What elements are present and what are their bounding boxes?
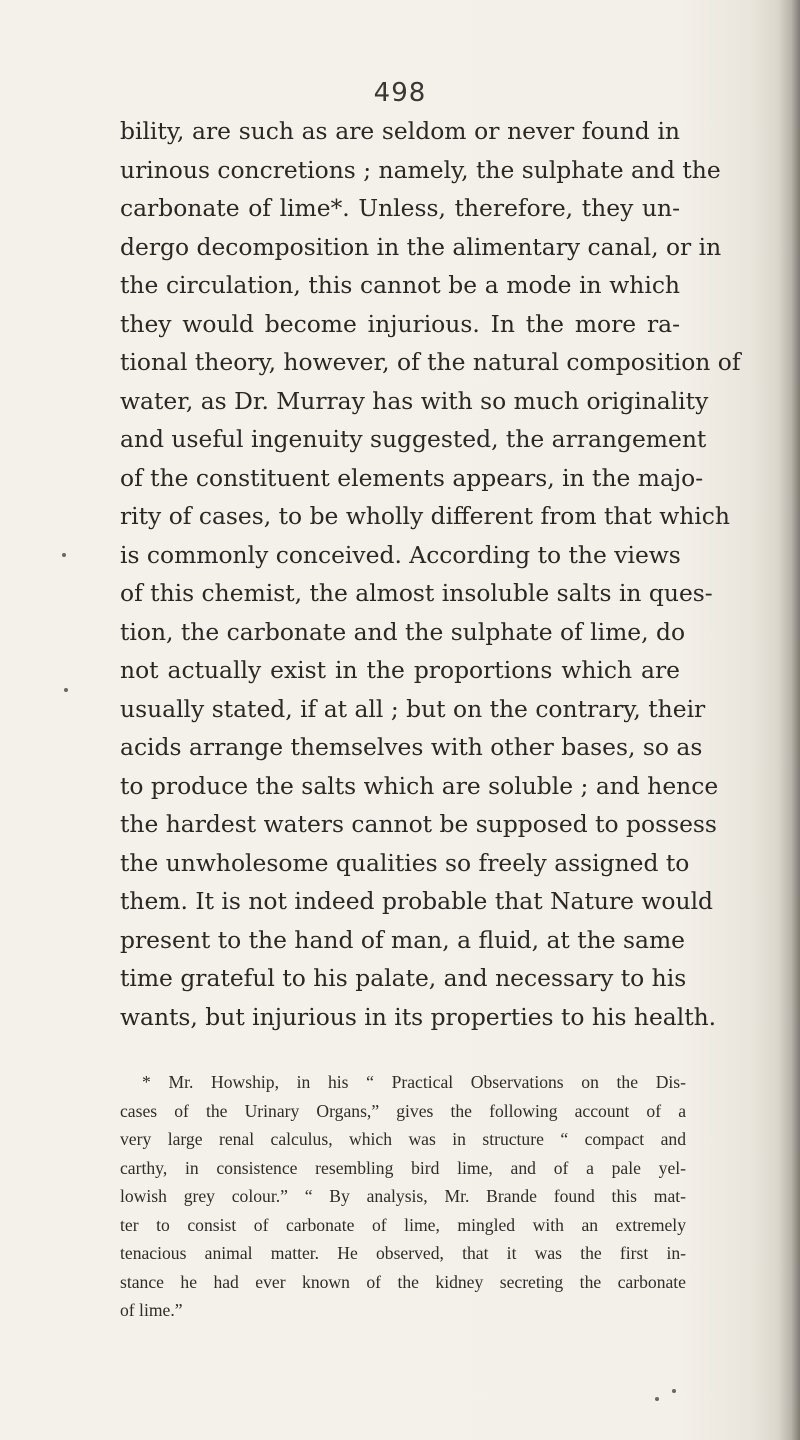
body-text (120, 112, 741, 1036)
page-edge-shadow (778, 0, 800, 1440)
body-line: carbonate of lime*. Unless, therefore, they un- (120, 194, 680, 222)
footnote-line: cases of the Urinary Organs,” gives the following account of a (120, 1100, 686, 1121)
body-line: bility, are such as are seldom or never found in (120, 117, 680, 145)
speck (655, 1397, 659, 1401)
footnote-line: lowish grey colour.” “ By analysis, Mr. Brande found this mat- (120, 1186, 686, 1206)
body-line: not actually exist in the proportions which are (120, 656, 680, 684)
body-line: to produce the salts which are soluble ; and hence (120, 771, 719, 800)
body-line: the unwholesome qualities so freely assigned to (120, 848, 690, 877)
body-line: of the constituent elements appears, in the majo- (120, 463, 704, 492)
body-line: dergo decomposition in the alimentary canal, or in (120, 232, 722, 261)
footnote-line: stance he had ever known of the kidney secreting the carbonate (120, 1271, 686, 1292)
body-line: and useful ingenuity suggested, the arrangement (120, 425, 707, 453)
footnote-line: carthy, in consistence resembling bird lime, and of a pale yel- (120, 1157, 686, 1178)
body-line: acids arrange themselves with other bases, so as (120, 733, 703, 761)
speck (62, 553, 66, 557)
footnote-line: ter to consist of carbonate of lime, mingled with an extremely (120, 1214, 686, 1235)
footnote-line: of lime.” (120, 1300, 183, 1320)
body-line: of this chemist, the almost insoluble salts in ques- (120, 579, 713, 607)
body-line: them. It is not indeed probable that Nature would (120, 887, 714, 915)
body-line: water, as Dr. Murray has with so much originality (120, 386, 709, 415)
body-line: time grateful to his palate, and necessary to his (120, 964, 687, 992)
body-line: they would become injurious. In the more ra- (120, 309, 680, 338)
footnote (120, 1068, 686, 1325)
body-line: the hardest waters cannot be supposed to possess (120, 810, 717, 838)
body-line: the circulation, this cannot be a mode in which (120, 271, 680, 299)
footnote-line: tenacious animal matter. He observed, that it was the first in- (120, 1243, 686, 1263)
page-number: 498 (373, 78, 427, 108)
body-line: urinous concretions ; namely, the sulphate and the (120, 155, 721, 184)
body-line: present to the hand of man, a fluid, at the same (120, 925, 685, 954)
body-line: is commonly conceived. According to the views (120, 540, 681, 569)
footnote-line: * Mr. Howship, in his “ Practical Observations on the Dis- (142, 1072, 686, 1092)
footnote-line: very large renal calculus, which was in structure “ compact and (120, 1129, 686, 1149)
speck (64, 688, 68, 692)
body-line: tional theory, however, of the natural composition of (120, 348, 741, 376)
body-line: tion, the carbonate and the sulphate of lime, do (120, 617, 686, 646)
body-line: wants, but injurious in its properties to his health. (120, 1002, 717, 1031)
speck (672, 1389, 676, 1393)
body-line: rity of cases, to be wholly different from that which (120, 502, 730, 530)
body-line: usually stated, if at all ; but on the contrary, their (120, 694, 706, 723)
